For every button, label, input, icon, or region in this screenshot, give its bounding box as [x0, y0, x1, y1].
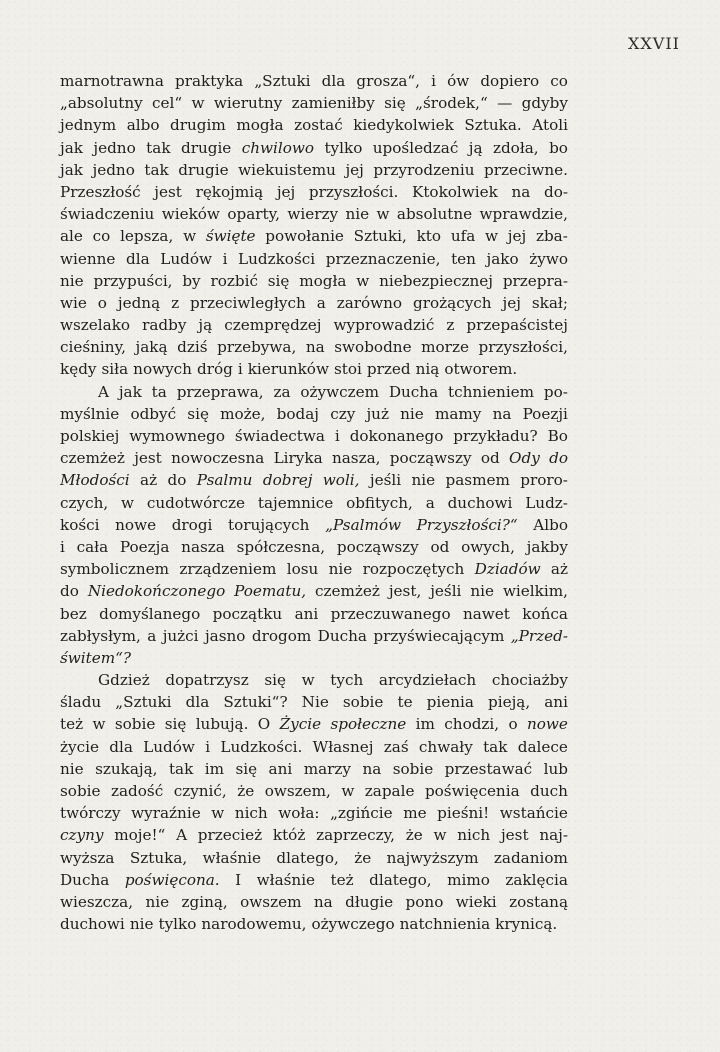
text-line: polskiej wymownego świadectwa i dokonanego przykładu? Bo [60, 427, 568, 445]
text-line: Przeszłość jest rękojmią jej przyszłości. Ktokolwiek na do- [60, 182, 568, 201]
text-line: duchowi nie tylko narodowemu, ożywczego natchnienia krynicą. [60, 915, 558, 934]
text-line: Ducha poświęcona. I właśnie też dlatego, mimo zaklęcia [60, 870, 568, 889]
text-line: twórczy wyraźnie w nich woła: „zgińcie me pieśni! wstańcie [60, 804, 568, 823]
text-line: jednym albo drugim mogła zostać kiedykolwiek Sztuka. Atoli [60, 116, 568, 135]
text-line: Młodości aż do Psalmu dobrej woli, jeśli nie pasmem proro- [60, 471, 568, 490]
text-line: czemżeż jest nowoczesna Liryka nasza, począwszy od Ody do [60, 449, 568, 468]
text-line: wieszcza, nie zginą, owszem na długie pono wieki zostaną [60, 892, 568, 911]
text-line: jak jedno tak drugie chwilowo tylko upośledzać ją zdoła, bo [60, 138, 568, 157]
text-line: kości nowe drogi torujących „Psalmów Przyszłości?“ Albo [60, 515, 568, 534]
text-line: marnotrawna praktyka „Sztuki dla grosza“, i ów dopiero co [60, 72, 568, 90]
text-line: „absolutny cel“ w wierutny zamieniłby się „środek,“ — gdyby [60, 94, 568, 113]
text-line: do Niedokończonego Poematu, czemżeż jest, jeśli nie wielkim, [60, 582, 568, 601]
text-line: wyższa Sztuka, właśnie dlatego, że najwyższym zadaniom [60, 848, 568, 867]
text-line: symbolicznem zrządzeniem losu nie rozpoczętych Dziadów aż [60, 560, 568, 579]
text-line: bez domyślanego początku ani przeczuwanego nawet końca [60, 604, 568, 623]
text-line: świtem“? [60, 648, 132, 667]
text-line: śladu „Sztuki dla Sztuki“? Nie sobie te pienia pieją, ani [60, 693, 568, 712]
text-line: kędy siła nowych dróg i kierunków stoi przed nią otworem. [60, 360, 518, 379]
text-line: wie o jedną z przeciwległych a zarówno grożących jej skał; [60, 293, 568, 312]
text-line: zabłysłym, a jużci jasno drogom Ducha przyświecającym „Przed- [60, 626, 568, 645]
text-line: świadczeniu wieków oparty, wierzy nie w absolutne wprawdzie, [60, 205, 568, 224]
page-number: XXVII [628, 34, 680, 53]
text-line: też w sobie się lubują. O Życie społeczne im chodzi, o nowe [60, 715, 568, 734]
text-line: i cała Poezja nasza spółczesna, począwszy od owych, jakby [60, 537, 568, 556]
text-line: A jak ta przeprawa, za ożywczem Ducha tchnieniem po- [98, 382, 568, 401]
text-line: życie dla Ludów i Ludzkości. Własnej zaś chwały tak dalece [60, 737, 568, 756]
text-line: cieśniny, jaką dziś przebywa, na swobodne morze przyszłości, [60, 338, 568, 357]
text-line: wszelako radby ją czemprędzej wyprowadzić z przepaścistej [60, 316, 568, 335]
text-line: myślnie odbyć się może, bodaj czy już nie mamy na Poezji [60, 404, 568, 423]
body-text [60, 70, 568, 935]
text-line: Gdzież dopatrzysz się w tych arcydziełach chociażby [98, 671, 568, 690]
text-line: nie przypuści, by rozbić się mogła w niebezpiecznej przepra- [60, 271, 568, 290]
text-line: czyny moje!“ A przecież któż zaprzeczy, że w nich jest naj- [60, 826, 568, 845]
text-line: sobie zadość czynić, że owszem, w zapale poświęcenia duch [60, 782, 568, 800]
text-line: jak jedno tak drugie wiekuistemu jej przyrodzeniu przeciwne. [60, 160, 568, 179]
text-line: czych, w cudotwórcze tajemnice obfitych, a duchowi Ludz- [60, 493, 568, 512]
text-line: wienne dla Ludów i Ludzkości przeznaczenie, ten jako żywo [60, 249, 568, 268]
text-line: nie szukają, tak im się ani marzy na sobie przestawać lub [60, 759, 568, 778]
text-line: ale co lepsza, w święte powołanie Sztuki, kto ufa w jej zba- [60, 227, 568, 246]
